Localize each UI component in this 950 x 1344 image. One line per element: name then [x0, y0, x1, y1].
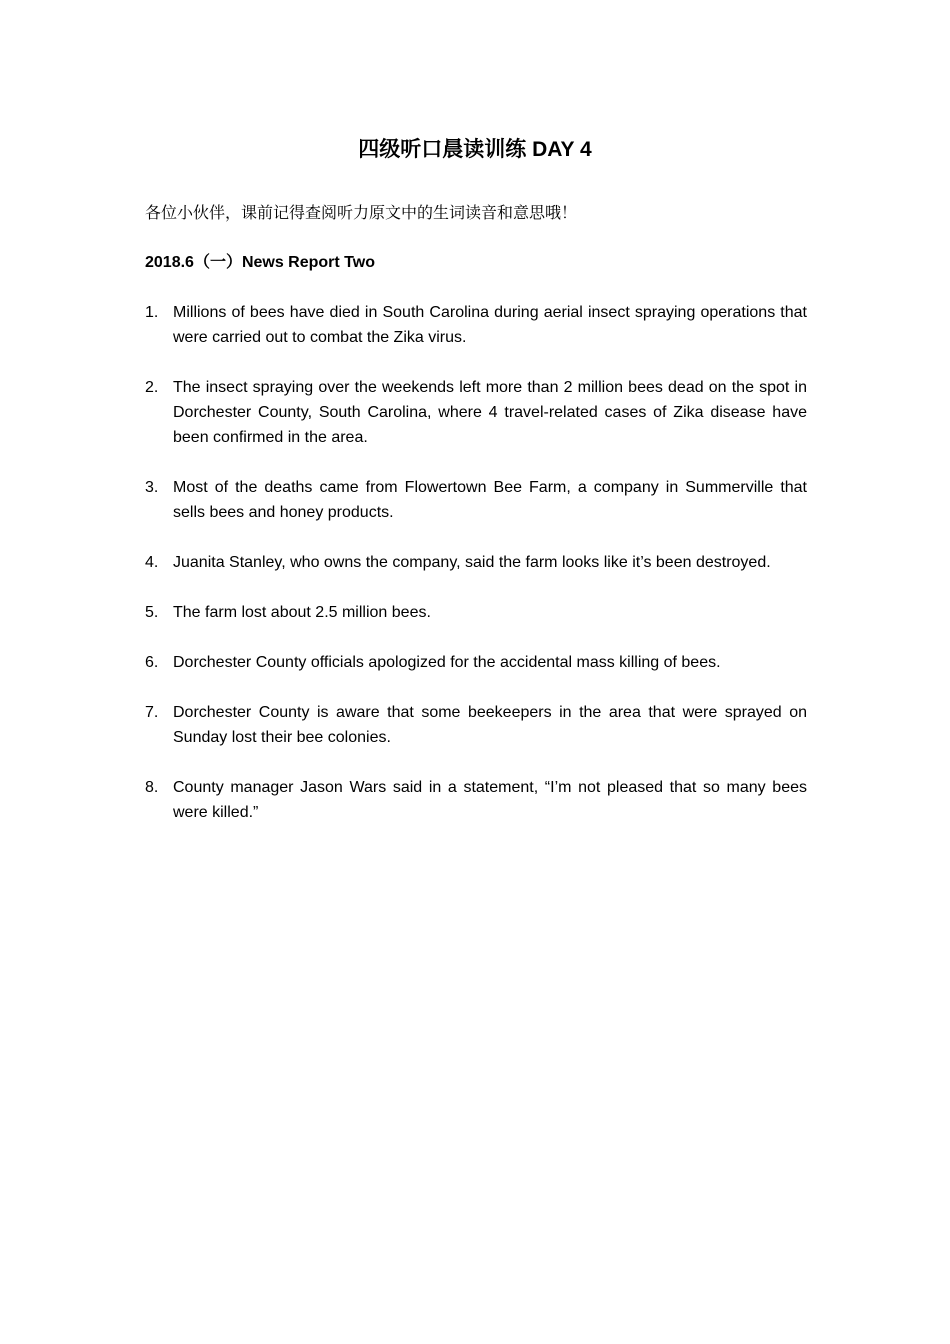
list-item	[145, 475, 807, 525]
list-item-text: Juanita Stanley, who owns the company, said the farm looks like it’s been destroyed.	[173, 554, 771, 571]
section-heading: 2018.6（一）News Report Two	[145, 254, 375, 271]
list-item-text: County manager Jason Wars said in a statement, “I’m not pleased that so many bees were killed.”	[173, 779, 807, 821]
list-item-text: Most of the deaths came from Flowertown Bee Farm, a company in Summerville that sells bees and honey products.	[173, 479, 807, 521]
page-title: 四级听口晨读训练 DAY 4	[358, 138, 592, 161]
list-item	[145, 300, 807, 350]
list-item-number: 1.	[145, 304, 159, 321]
list-item-number: 5.	[145, 604, 159, 621]
list-item-number: 4.	[145, 554, 159, 571]
list-item-number: 2.	[145, 379, 159, 396]
list-item-text: The farm lost about 2.5 million bees.	[173, 604, 431, 621]
list-item-number: 6.	[145, 654, 159, 671]
list-item	[145, 650, 807, 675]
list-item	[145, 775, 807, 825]
list-item	[145, 550, 807, 575]
list-item-number: 3.	[145, 479, 159, 496]
list-item	[145, 700, 807, 750]
intro-note: 各位小伙伴，课前记得查阅听力原文中的生词读音和意思哦！	[145, 203, 578, 222]
numbered-list	[145, 300, 807, 850]
list-item	[145, 600, 807, 625]
list-item-text: The insect spraying over the weekends left more than 2 million bees dead on the spot in Dorchester County, South Carolina, where 4 travel-related cases of Zika disease have been confirmed in the area.	[173, 379, 807, 446]
list-item	[145, 375, 807, 450]
list-item-text: Millions of bees have died in South Carolina during aerial insect spraying operations that were carried out to combat the Zika virus.	[173, 304, 807, 346]
list-item-text: Dorchester County is aware that some beekeepers in the area that were sprayed on Sunday lost their bee colonies.	[173, 704, 807, 746]
list-item-number: 8.	[145, 779, 159, 796]
list-item-number: 7.	[145, 704, 159, 721]
list-item-text: Dorchester County officials apologized for the accidental mass killing of bees.	[173, 654, 721, 671]
